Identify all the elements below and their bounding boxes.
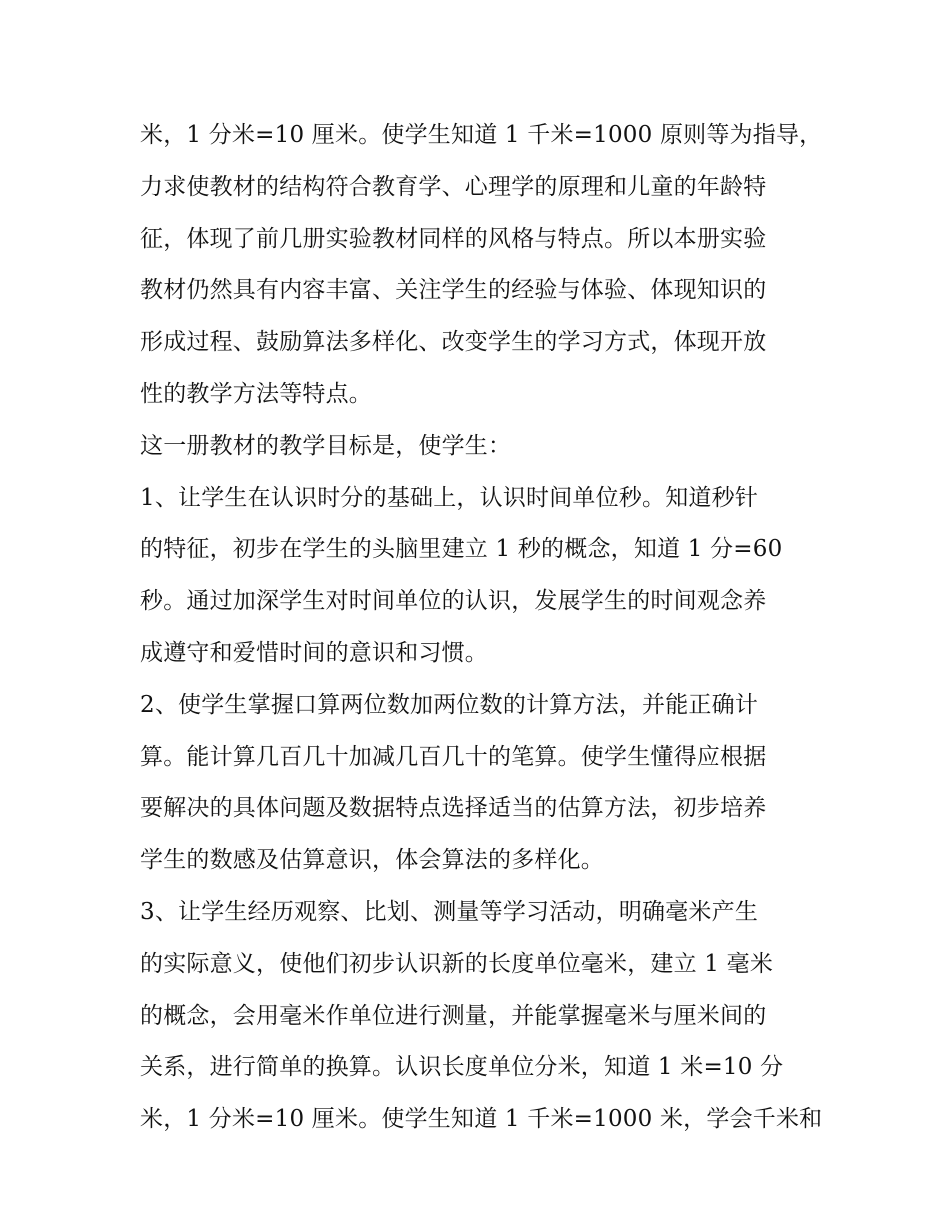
text-line: 形成过程、鼓励算法多样化、改变学生的学习方式，体现开放	[140, 329, 767, 356]
text-line: 成遵守和爱惜时间的意识和习惯。	[140, 639, 488, 666]
text-line: 力求使教材的结构符合教育学、心理学的原理和儿童的年龄特	[140, 173, 767, 200]
document-body	[140, 110, 823, 1146]
text-line: 1、让学生在认识时分的基础上，认识时间单位秒。知道秒针	[140, 484, 759, 511]
text-line: 米，1 分米=10 厘米。使学生知道 1 千米=1000 米，学会千米和	[140, 1106, 823, 1133]
text-line: 2、使学生掌握口算两位数加两位数的计算方法，并能正确计	[140, 691, 759, 718]
text-line: 的实际意义，使他们初步认识新的长度单位毫米，建立 1 毫米	[140, 950, 774, 977]
text-line: 米，1 分米=10 厘米。使学生知道 1 千米=1000 原则等为指导，	[140, 122, 823, 148]
text-line: 教材仍然具有内容丰富、关注学生的经验与体验、体现知识的	[140, 277, 767, 304]
text-line: 性的教学方法等特点。	[140, 380, 372, 407]
text-line: 要解决的具体问题及数据特点选择适当的估算方法，初步培养	[140, 795, 767, 822]
text-line: 秒。通过加深学生对时间单位的认识，发展学生的时间观念养	[140, 588, 767, 615]
text-line: 的特征，初步在学生的头脑里建立 1 秒的概念，知道 1 分=60	[140, 536, 783, 563]
text-line: 征，体现了前几册实验教材同样的风格与特点。所以本册实验	[140, 225, 767, 252]
text-line: 这一册教材的教学目标是，使学生：	[140, 432, 512, 459]
text-line: 学生的数感及估算意识，体会算法的多样化。	[140, 847, 604, 874]
text-line: 3、让学生经历观察、比划、测量等学习活动，明确毫米产生	[140, 898, 759, 925]
text-line: 关系，进行简单的换算。认识长度单位分米，知道 1 米=10 分	[140, 1054, 784, 1081]
text-line: 算。能计算几百几十加减几百几十的笔算。使学生懂得应根据	[140, 743, 767, 770]
text-line: 的概念，会用毫米作单位进行测量，并能掌握毫米与厘米间的	[140, 1002, 767, 1029]
